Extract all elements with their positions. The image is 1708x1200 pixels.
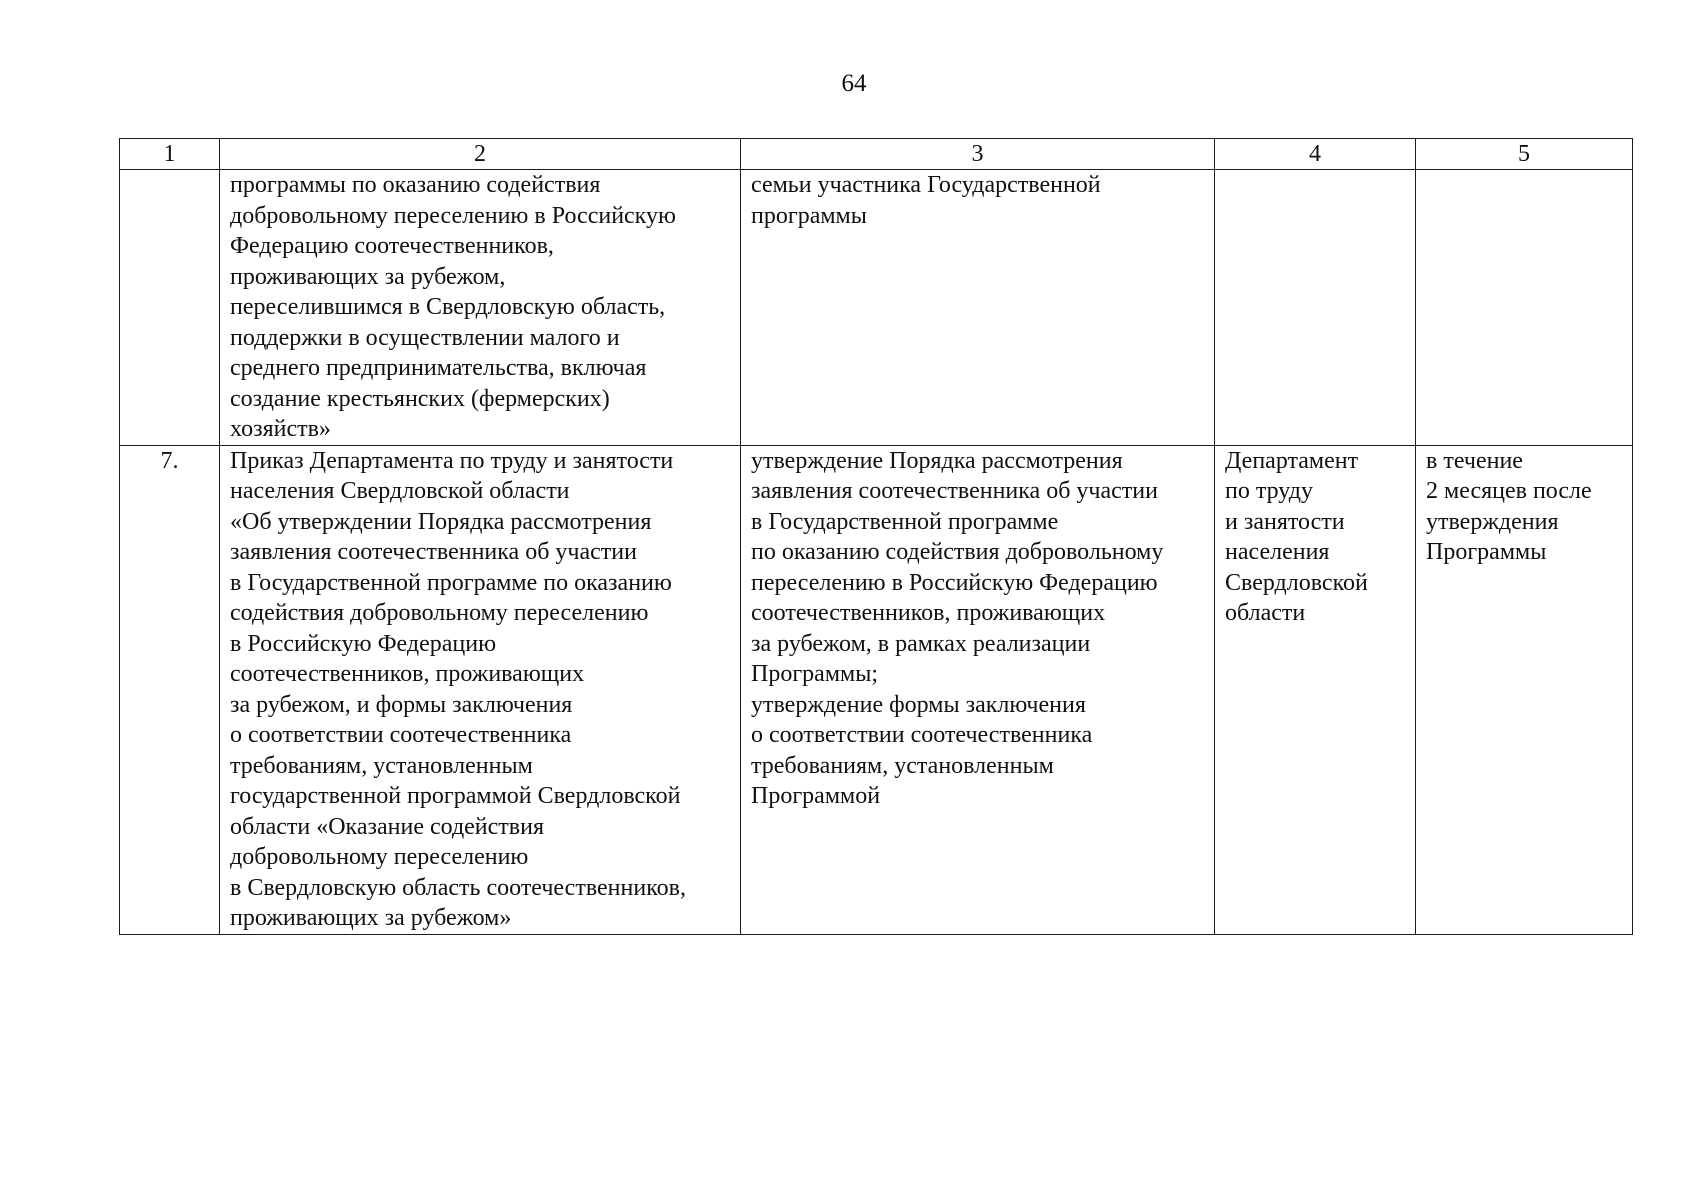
table-header-row xyxy=(120,139,1633,170)
deadline-cell xyxy=(1416,170,1633,446)
column-header-2: 2 xyxy=(220,139,741,170)
purpose-cell: утверждение Порядка рассмотрения заявления соотечественника об участии в Государственной программе по оказанию содействия добровольному переселению в Российскую Федерацию соотечественников, проживающих за рубежом, в рамках реализации Программы; утверждение формы заключения о соответствии соотечественника требованиям, установленным Программой xyxy=(741,445,1215,934)
table-body xyxy=(120,170,1633,935)
document-name-cell: программы по оказанию содействия добровольному переселению в Российскую Федерацию соотечественников, проживающих за рубежом, переселившимся в Свердловскую область, поддержки в осуществлении малого и среднего предпринимательства, включая создание крестьянских (фермерских) хозяйств» xyxy=(220,170,741,446)
executor-cell: Департамент по труду и занятости населения Свердловской области xyxy=(1215,445,1416,934)
executor-cell xyxy=(1215,170,1416,446)
table-row xyxy=(120,170,1633,446)
purpose-cell: семьи участника Государственной программы xyxy=(741,170,1215,446)
column-header-1: 1 xyxy=(120,139,220,170)
document-table xyxy=(119,138,1633,935)
row-number-cell: 7. xyxy=(120,445,220,934)
column-header-4: 4 xyxy=(1215,139,1416,170)
table-row xyxy=(120,445,1633,934)
document-name-cell: Приказ Департамента по труду и занятости населения Свердловской области «Об утверждении Порядка рассмотрения заявления соотечественника об участии в Государственной программе по оказанию содействия добровольному переселению в Российскую Федерацию соотечественников, проживающих за рубежом, и формы заключения о соответствии соотечественника требованиям, установленным государственной программой Свердловской области «Оказание содействия добровольному переселению в Свердловскую область соотечественников, проживающих за рубежом» xyxy=(220,445,741,934)
deadline-cell: в течение 2 месяцев после утверждения Программы xyxy=(1416,445,1633,934)
row-number-cell xyxy=(120,170,220,446)
column-header-5: 5 xyxy=(1416,139,1633,170)
column-header-3: 3 xyxy=(741,139,1215,170)
page-number: 64 xyxy=(841,70,867,97)
table-header xyxy=(120,139,1633,170)
